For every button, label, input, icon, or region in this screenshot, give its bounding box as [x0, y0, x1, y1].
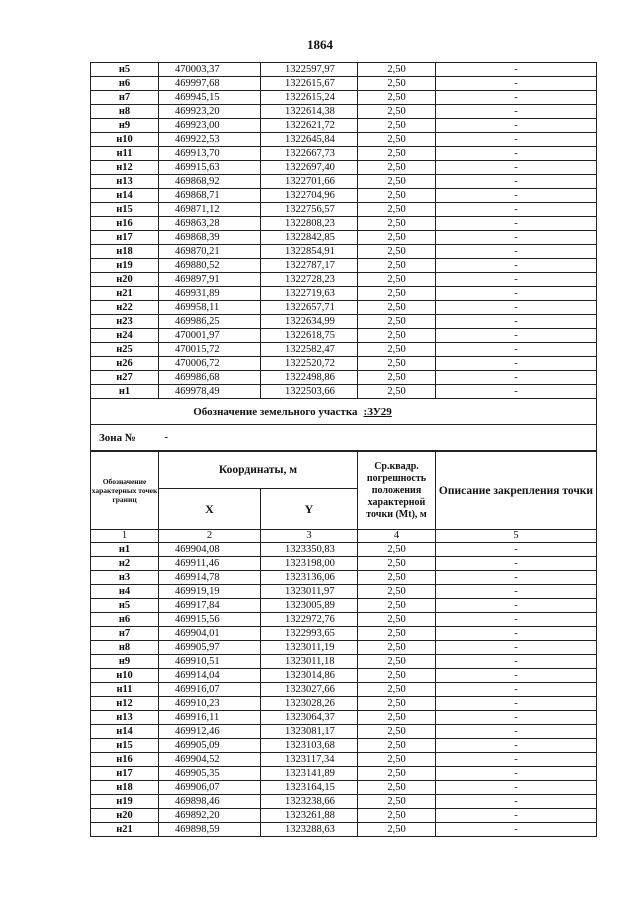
point-id-cell: н9	[91, 655, 159, 669]
description-cell: -	[436, 739, 597, 753]
y-coordinate-cell: 1322634,99	[261, 315, 358, 329]
point-id-cell: н10	[91, 669, 159, 683]
point-id-cell: н11	[91, 147, 159, 161]
y-coordinate-cell: 1322993,65	[261, 627, 358, 641]
point-id-cell: н13	[91, 711, 159, 725]
table-row	[91, 823, 597, 837]
description-cell: -	[436, 781, 597, 795]
x-coordinate-cell: 470015,72	[159, 343, 261, 357]
error-cell: 2,50	[358, 119, 436, 133]
point-id-cell: н1	[91, 385, 159, 399]
description-cell: -	[436, 91, 597, 105]
y-coordinate-cell: 1323011,18	[261, 655, 358, 669]
table-row	[91, 175, 597, 189]
y-coordinate-cell: 1322621,72	[261, 119, 358, 133]
table-row	[91, 641, 597, 655]
y-coordinate-cell: 1322503,66	[261, 385, 358, 399]
table-row	[91, 683, 597, 697]
description-cell: -	[436, 599, 597, 613]
header-error: Ср.квадр. погрешность положения характерной точки (Mt), м	[358, 452, 436, 530]
description-cell: -	[436, 315, 597, 329]
description-cell: -	[436, 357, 597, 371]
error-cell: 2,50	[358, 63, 436, 77]
error-cell: 2,50	[358, 753, 436, 767]
x-coordinate-cell: 469923,20	[159, 105, 261, 119]
description-cell: -	[436, 203, 597, 217]
description-cell: -	[436, 627, 597, 641]
description-cell: -	[436, 697, 597, 711]
page-number: 1864	[307, 37, 333, 52]
x-coordinate-cell: 469897,91	[159, 273, 261, 287]
y-coordinate-cell: 1323198,00	[261, 557, 358, 571]
point-id-cell: н27	[91, 371, 159, 385]
y-coordinate-cell: 1322657,71	[261, 301, 358, 315]
column-number: 2	[159, 530, 261, 543]
error-cell: 2,50	[358, 795, 436, 809]
point-id-cell: н18	[91, 245, 159, 259]
table-row	[91, 259, 597, 273]
point-id-cell: н12	[91, 161, 159, 175]
table-row	[91, 273, 597, 287]
point-id-cell: н17	[91, 767, 159, 781]
description-cell: -	[436, 823, 597, 837]
description-cell: -	[436, 245, 597, 259]
point-id-cell: н6	[91, 613, 159, 627]
x-coordinate-cell: 469915,63	[159, 161, 261, 175]
point-id-cell: н15	[91, 739, 159, 753]
error-cell: 2,50	[358, 725, 436, 739]
x-coordinate-cell: 470001,97	[159, 329, 261, 343]
error-cell: 2,50	[358, 767, 436, 781]
y-coordinate-cell: 1322614,38	[261, 105, 358, 119]
column-number-row	[91, 530, 597, 543]
table-row	[91, 63, 597, 77]
error-cell: 2,50	[358, 711, 436, 725]
table-row	[91, 357, 597, 371]
x-coordinate-cell: 469913,70	[159, 147, 261, 161]
error-cell: 2,50	[358, 543, 436, 557]
description-cell: -	[436, 767, 597, 781]
error-cell: 2,50	[358, 273, 436, 287]
y-coordinate-cell: 1322498,86	[261, 371, 358, 385]
error-cell: 2,50	[358, 147, 436, 161]
error-cell: 2,50	[358, 781, 436, 795]
y-coordinate-cell: 1323136,06	[261, 571, 358, 585]
y-coordinate-cell: 1323014,86	[261, 669, 358, 683]
error-cell: 2,50	[358, 133, 436, 147]
table-row	[91, 371, 597, 385]
table-row	[91, 781, 597, 795]
point-id-cell: н11	[91, 683, 159, 697]
error-cell: 2,50	[358, 557, 436, 571]
description-cell: -	[436, 613, 597, 627]
x-coordinate-cell: 469910,23	[159, 697, 261, 711]
table-row	[91, 77, 597, 91]
x-coordinate-cell: 470006,72	[159, 357, 261, 371]
y-coordinate-cell: 1322808,23	[261, 217, 358, 231]
x-coordinate-cell: 469910,51	[159, 655, 261, 669]
table-row	[91, 571, 597, 585]
x-coordinate-cell: 469904,52	[159, 753, 261, 767]
x-coordinate-cell: 469905,97	[159, 641, 261, 655]
description-cell: -	[436, 669, 597, 683]
description-cell: -	[436, 273, 597, 287]
x-coordinate-cell: 469986,68	[159, 371, 261, 385]
point-id-cell: н13	[91, 175, 159, 189]
table-row	[91, 669, 597, 683]
error-cell: 2,50	[358, 203, 436, 217]
y-coordinate-cell: 1323164,15	[261, 781, 358, 795]
description-cell: -	[436, 385, 597, 399]
table-row	[91, 725, 597, 739]
error-cell: 2,50	[358, 217, 436, 231]
x-coordinate-cell: 469863,28	[159, 217, 261, 231]
description-cell: -	[436, 63, 597, 77]
y-coordinate-cell: 1323081,17	[261, 725, 358, 739]
column-number: 1	[91, 530, 159, 543]
y-coordinate-cell: 1323064,37	[261, 711, 358, 725]
header-description: Описание закрепления точки	[436, 452, 597, 530]
y-coordinate-cell: 1322701,66	[261, 175, 358, 189]
description-cell: -	[436, 543, 597, 557]
header-x: X	[159, 489, 261, 530]
table-row	[91, 739, 597, 753]
error-cell: 2,50	[358, 385, 436, 399]
point-id-cell: н7	[91, 627, 159, 641]
y-coordinate-cell: 1322787,17	[261, 259, 358, 273]
description-cell: -	[436, 77, 597, 91]
point-id-cell: н24	[91, 329, 159, 343]
x-coordinate-cell: 469892,20	[159, 809, 261, 823]
description-cell: -	[436, 147, 597, 161]
table-row	[91, 343, 597, 357]
point-id-cell: н15	[91, 203, 159, 217]
table-row	[91, 585, 597, 599]
header-point: Обозначение характерных точек границ	[91, 452, 159, 530]
x-coordinate-cell: 470003,37	[159, 63, 261, 77]
point-id-cell: н10	[91, 133, 159, 147]
description-cell: -	[436, 795, 597, 809]
parcel-label: Обозначение земельного участка	[91, 399, 358, 425]
description-cell: -	[436, 557, 597, 571]
y-coordinate-cell: 1322582,47	[261, 343, 358, 357]
description-cell: -	[436, 161, 597, 175]
x-coordinate-cell: 469923,00	[159, 119, 261, 133]
table-row	[91, 287, 597, 301]
x-coordinate-cell: 469870,21	[159, 245, 261, 259]
error-cell: 2,50	[358, 329, 436, 343]
x-coordinate-cell: 469922,53	[159, 133, 261, 147]
description-cell: -	[436, 725, 597, 739]
point-id-cell: н21	[91, 287, 159, 301]
table-row	[91, 711, 597, 725]
error-cell: 2,50	[358, 669, 436, 683]
x-coordinate-cell: 469978,49	[159, 385, 261, 399]
table-row	[91, 385, 597, 399]
x-coordinate-cell: 469916,11	[159, 711, 261, 725]
table-row	[91, 655, 597, 669]
coordinates-table-bottom	[90, 451, 597, 837]
table-row	[91, 245, 597, 259]
header-y: Y	[261, 489, 358, 530]
point-id-cell: н8	[91, 105, 159, 119]
error-cell: 2,50	[358, 175, 436, 189]
error-cell: 2,50	[358, 641, 436, 655]
x-coordinate-cell: 469931,89	[159, 287, 261, 301]
y-coordinate-cell: 1322719,63	[261, 287, 358, 301]
error-cell: 2,50	[358, 301, 436, 315]
error-cell: 2,50	[358, 189, 436, 203]
error-cell: 2,50	[358, 599, 436, 613]
x-coordinate-cell: 469986,25	[159, 315, 261, 329]
y-coordinate-cell: 1322854,91	[261, 245, 358, 259]
x-coordinate-cell: 469919,19	[159, 585, 261, 599]
zone-label: Зона №	[91, 425, 159, 451]
x-coordinate-cell: 469868,71	[159, 189, 261, 203]
error-cell: 2,50	[358, 343, 436, 357]
table-row	[91, 105, 597, 119]
table-row	[91, 613, 597, 627]
x-coordinate-cell: 469997,68	[159, 77, 261, 91]
table-row	[91, 557, 597, 571]
point-id-cell: н20	[91, 273, 159, 287]
y-coordinate-cell: 1323028,26	[261, 697, 358, 711]
table-row	[91, 217, 597, 231]
x-coordinate-cell: 469912,46	[159, 725, 261, 739]
error-cell: 2,50	[358, 739, 436, 753]
table-row	[91, 91, 597, 105]
error-cell: 2,50	[358, 683, 436, 697]
x-coordinate-cell: 469958,11	[159, 301, 261, 315]
error-cell: 2,50	[358, 357, 436, 371]
point-id-cell: н12	[91, 697, 159, 711]
point-id-cell: н5	[91, 63, 159, 77]
description-cell: -	[436, 711, 597, 725]
error-cell: 2,50	[358, 259, 436, 273]
y-coordinate-cell: 1323141,89	[261, 767, 358, 781]
description-cell: -	[436, 259, 597, 273]
table-row	[91, 231, 597, 245]
error-cell: 2,50	[358, 571, 436, 585]
y-coordinate-cell: 1322842,85	[261, 231, 358, 245]
error-cell: 2,50	[358, 315, 436, 329]
y-coordinate-cell: 1323103,68	[261, 739, 358, 753]
y-coordinate-cell: 1323027,66	[261, 683, 358, 697]
x-coordinate-cell: 469914,78	[159, 571, 261, 585]
x-coordinate-cell: 469945,15	[159, 91, 261, 105]
table-row	[91, 795, 597, 809]
point-id-cell: н20	[91, 809, 159, 823]
point-id-cell: н4	[91, 585, 159, 599]
point-id-cell: н17	[91, 231, 159, 245]
x-coordinate-cell: 469905,09	[159, 739, 261, 753]
table-row	[91, 753, 597, 767]
y-coordinate-cell: 1323011,97	[261, 585, 358, 599]
description-cell: -	[436, 343, 597, 357]
point-id-cell: н7	[91, 91, 159, 105]
description-cell: -	[436, 133, 597, 147]
error-cell: 2,50	[358, 823, 436, 837]
description-cell: -	[436, 753, 597, 767]
x-coordinate-cell: 469871,12	[159, 203, 261, 217]
point-id-cell: н9	[91, 119, 159, 133]
description-cell: -	[436, 217, 597, 231]
y-coordinate-cell: 1322597,97	[261, 63, 358, 77]
y-coordinate-cell: 1322645,84	[261, 133, 358, 147]
point-id-cell: н2	[91, 557, 159, 571]
description-cell: -	[436, 287, 597, 301]
coordinates-table-top	[90, 62, 597, 451]
description-cell: -	[436, 655, 597, 669]
table-row	[91, 767, 597, 781]
x-coordinate-cell: 469868,92	[159, 175, 261, 189]
y-coordinate-cell: 1322756,57	[261, 203, 358, 217]
description-cell: -	[436, 585, 597, 599]
description-cell: -	[436, 231, 597, 245]
point-id-cell: н5	[91, 599, 159, 613]
description-cell: -	[436, 301, 597, 315]
table-row	[91, 119, 597, 133]
point-id-cell: н8	[91, 641, 159, 655]
description-cell: -	[436, 119, 597, 133]
error-cell: 2,50	[358, 655, 436, 669]
error-cell: 2,50	[358, 245, 436, 259]
table-row	[91, 133, 597, 147]
point-id-cell: н1	[91, 543, 159, 557]
description-cell: -	[436, 641, 597, 655]
table-row	[91, 161, 597, 175]
point-id-cell: н16	[91, 753, 159, 767]
point-id-cell: н3	[91, 571, 159, 585]
y-coordinate-cell: 1323261,88	[261, 809, 358, 823]
error-cell: 2,50	[358, 77, 436, 91]
table-row	[91, 697, 597, 711]
table-row	[91, 599, 597, 613]
point-id-cell: н21	[91, 823, 159, 837]
point-id-cell: н26	[91, 357, 159, 371]
error-cell: 2,50	[358, 231, 436, 245]
point-id-cell: н19	[91, 259, 159, 273]
error-cell: 2,50	[358, 105, 436, 119]
table-row	[91, 301, 597, 315]
x-coordinate-cell: 469911,46	[159, 557, 261, 571]
y-coordinate-cell: 1322728,23	[261, 273, 358, 287]
point-id-cell: н14	[91, 725, 159, 739]
point-id-cell: н6	[91, 77, 159, 91]
point-id-cell: н16	[91, 217, 159, 231]
table-row	[91, 189, 597, 203]
point-id-cell: н19	[91, 795, 159, 809]
y-coordinate-cell: 1322618,75	[261, 329, 358, 343]
description-cell: -	[436, 571, 597, 585]
x-coordinate-cell: 469898,46	[159, 795, 261, 809]
point-id-cell: н14	[91, 189, 159, 203]
error-cell: 2,50	[358, 613, 436, 627]
description-cell: -	[436, 175, 597, 189]
column-number: 5	[436, 530, 597, 543]
description-cell: -	[436, 189, 597, 203]
zone-value: -	[159, 425, 597, 451]
description-cell: -	[436, 105, 597, 119]
error-cell: 2,50	[358, 627, 436, 641]
x-coordinate-cell: 469905,35	[159, 767, 261, 781]
error-cell: 2,50	[358, 91, 436, 105]
table-row	[91, 329, 597, 343]
column-number: 4	[358, 530, 436, 543]
parcel-value: :ЗУ29	[358, 399, 597, 425]
x-coordinate-cell: 469914,04	[159, 669, 261, 683]
y-coordinate-cell: 1323005,89	[261, 599, 358, 613]
column-number: 3	[261, 530, 358, 543]
table-row	[91, 627, 597, 641]
error-cell: 2,50	[358, 809, 436, 823]
table-row	[91, 147, 597, 161]
point-id-cell: н23	[91, 315, 159, 329]
y-coordinate-cell: 1322697,40	[261, 161, 358, 175]
point-id-cell: н18	[91, 781, 159, 795]
y-coordinate-cell: 1323117,34	[261, 753, 358, 767]
error-cell: 2,50	[358, 287, 436, 301]
x-coordinate-cell: 469898,59	[159, 823, 261, 837]
description-cell: -	[436, 809, 597, 823]
description-cell: -	[436, 683, 597, 697]
x-coordinate-cell: 469916,07	[159, 683, 261, 697]
y-coordinate-cell: 1322667,73	[261, 147, 358, 161]
description-cell: -	[436, 371, 597, 385]
y-coordinate-cell: 1322615,24	[261, 91, 358, 105]
table-row	[91, 315, 597, 329]
y-coordinate-cell: 1322615,67	[261, 77, 358, 91]
x-coordinate-cell: 469904,01	[159, 627, 261, 641]
y-coordinate-cell: 1323350,83	[261, 543, 358, 557]
x-coordinate-cell: 469917,84	[159, 599, 261, 613]
y-coordinate-cell: 1322972,76	[261, 613, 358, 627]
point-id-cell: н22	[91, 301, 159, 315]
table-row	[91, 543, 597, 557]
zone-row	[91, 425, 597, 451]
x-coordinate-cell: 469915,56	[159, 613, 261, 627]
table-row	[91, 809, 597, 823]
header-coordinates: Координаты, м	[159, 452, 358, 489]
y-coordinate-cell: 1322520,72	[261, 357, 358, 371]
y-coordinate-cell: 1323238,66	[261, 795, 358, 809]
x-coordinate-cell: 469906,07	[159, 781, 261, 795]
table-row	[91, 203, 597, 217]
x-coordinate-cell: 469868,39	[159, 231, 261, 245]
y-coordinate-cell: 1323011,19	[261, 641, 358, 655]
y-coordinate-cell: 1323288,63	[261, 823, 358, 837]
error-cell: 2,50	[358, 371, 436, 385]
x-coordinate-cell: 469880,52	[159, 259, 261, 273]
error-cell: 2,50	[358, 697, 436, 711]
error-cell: 2,50	[358, 585, 436, 599]
x-coordinate-cell: 469904,08	[159, 543, 261, 557]
point-id-cell: н25	[91, 343, 159, 357]
header-row-1	[91, 452, 597, 489]
y-coordinate-cell: 1322704,96	[261, 189, 358, 203]
error-cell: 2,50	[358, 161, 436, 175]
parcel-row	[91, 399, 597, 425]
description-cell: -	[436, 329, 597, 343]
